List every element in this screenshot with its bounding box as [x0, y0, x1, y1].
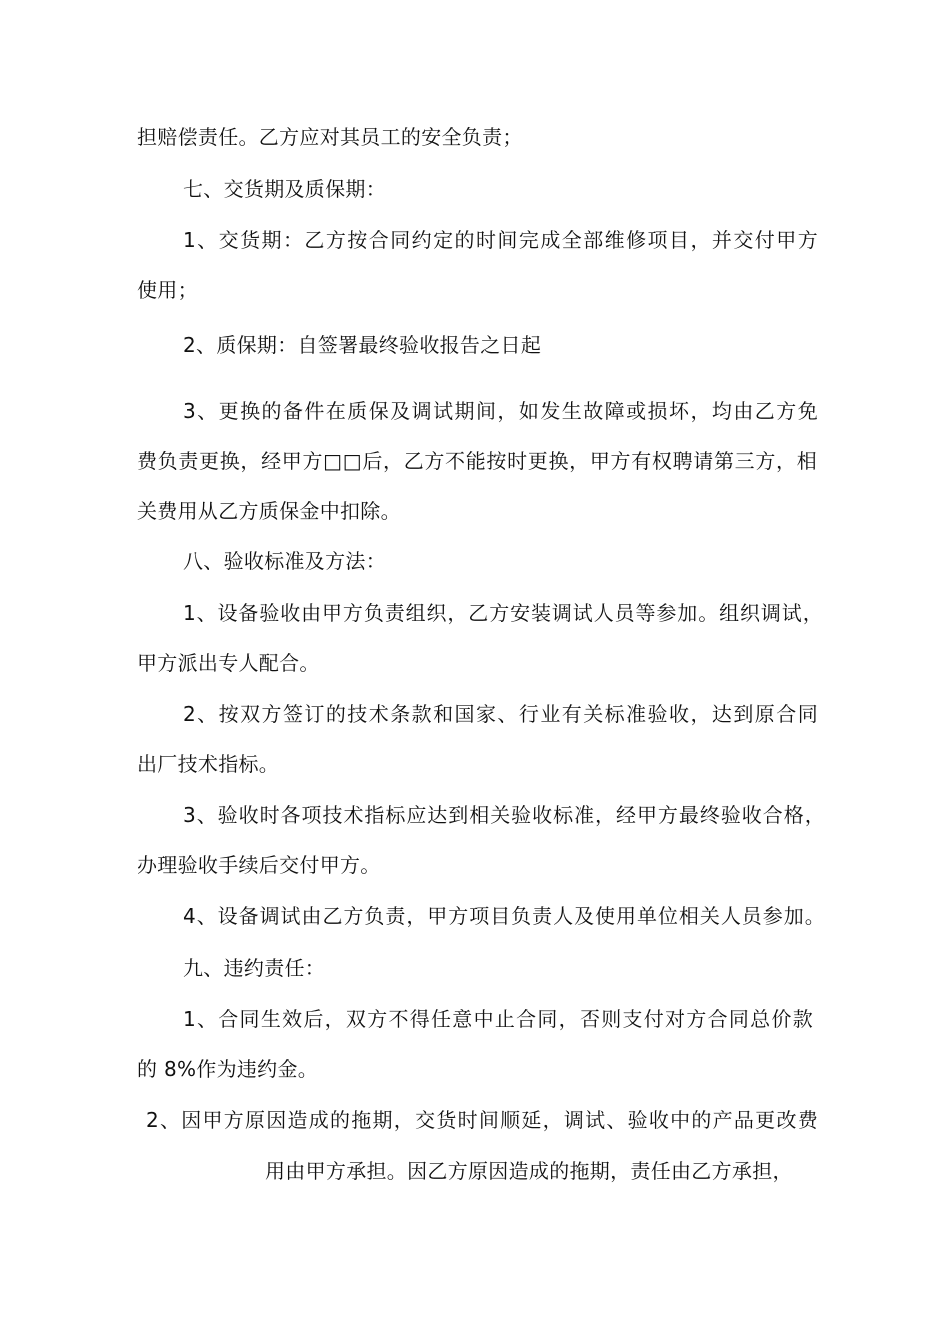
text-line: 甲方派出专人配合。	[137, 651, 320, 675]
text-line: 办理验收手续后交付甲方。	[137, 853, 381, 877]
text-line: 1、交货期：乙方按合同约定的时间完成全部维修项目，并交付甲方	[183, 228, 818, 252]
text-line: 的 8%作为违约金。	[137, 1057, 319, 1081]
text-line: 3、验收时各项技术指标应达到相关验收标准，经甲方最终验收合格，	[183, 803, 825, 827]
text-line: 用由甲方承担。因乙方原因造成的拖期，责任由乙方承担，	[265, 1159, 793, 1183]
text-line: 3、更换的备件在质保及调试期间，如发生故障或损坏，均由乙方免	[183, 399, 818, 423]
section-heading: 九、违约责任：	[183, 956, 326, 980]
text-line: 出厂技术指标。	[137, 752, 280, 776]
section-heading: 七、交货期及质保期：	[183, 177, 386, 201]
text-line: 费负责更换，经甲方□□后，乙方不能按时更换，甲方有权聘请第三方，相	[137, 449, 817, 473]
text-line: 4、设备调试由乙方负责，甲方项目负责人及使用单位相关人员参加。	[183, 904, 825, 928]
text-line: 2、因甲方原因造成的拖期，交货时间顺延，调试、验收中的产品更改费	[146, 1108, 818, 1132]
text-line: 担赔偿责任。乙方应对其员工的安全负责；	[137, 125, 523, 149]
text-line: 使用；	[137, 278, 198, 302]
text-line: 2、质保期：自签署最终验收报告之日起	[183, 333, 542, 357]
section-heading: 八、验收标准及方法：	[183, 549, 386, 573]
text-line: 1、合同生效后，双方不得任意中止合同，否则支付对方合同总价款	[183, 1007, 813, 1031]
text-line: 关费用从乙方质保金中扣除。	[137, 499, 401, 523]
text-line: 1、设备验收由甲方负责组织，乙方安装调试人员等参加。组织调试，	[183, 601, 823, 625]
text-line: 2、按双方签订的技术条款和国家、行业有关标准验收，达到原合同	[183, 702, 818, 726]
